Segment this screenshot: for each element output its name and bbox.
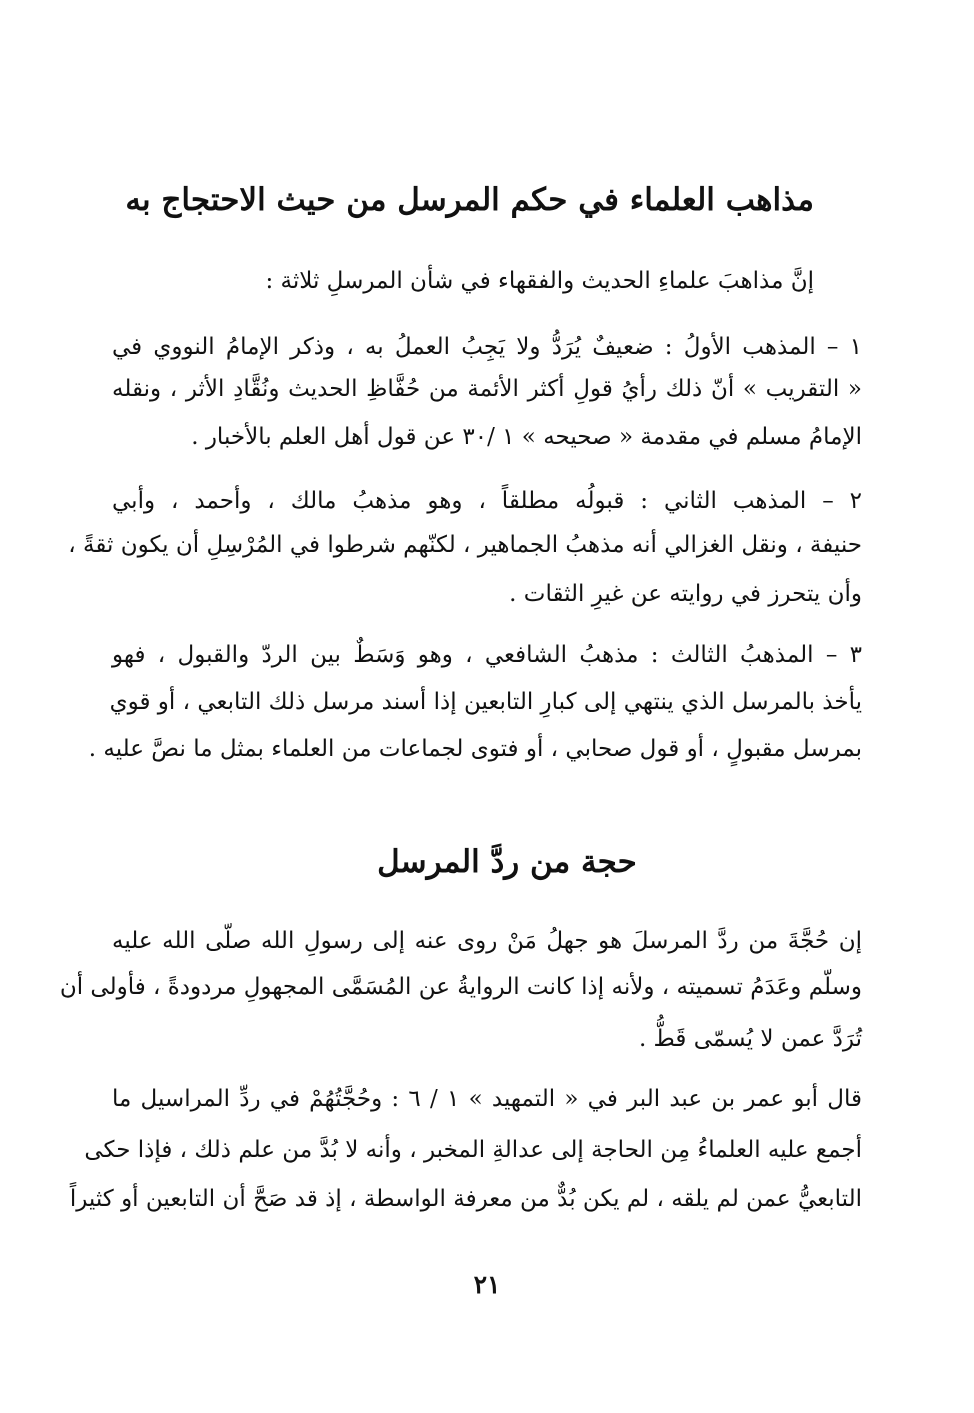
paragraph-madhhab-3-line-2: يأخذ بالمرسل الذي ينتهي إلى كبارِ التابعين إذا أسند مرسل ذلك التابعي ، أو قوي [109, 689, 862, 715]
paragraph-madhhab-1-line-1: ١ – المذهب الأولُ : ضعيفٌ يُرَدُّ ولا يَجِبُ العملُ به ، وذكر الإمامُ النووي في [112, 334, 862, 360]
paragraph-hujja-2-line-3: التابعيُّ عمن لم يلقه ، لم يكن بُدٌّ من معرفة الواسطة ، إذ قد صَحَّ أن التابعين أو كثيراً [69, 1186, 862, 1212]
paragraph-madhhab-2-line-2: حنيفة ، ونقل الغزالي أنه مذهبُ الجماهير ، لكنّهم شرطوا في المُرْسِلِ أن يكون ثقةً ، [68, 532, 862, 558]
paragraph-hujja-1-line-2: وسلّم وعَدَمُ تسميته ، ولأنه إذا كانت الروايةُ عن المُسَمَّى المجهولِ مردودةً ، فأولى أن [59, 974, 862, 1000]
paragraph-madhhab-2-line-3: وأن يتحرز في روايته عن غيرِ الثقات . [509, 581, 862, 607]
section-heading-hujja: حجة من ردَّ المرسل [377, 844, 637, 880]
paragraph-hujja-2-line-1: قال أبو عمر بن عبد البر في « التمهيد » ١ / ٦ : وحُجَّتُهُمْ في ردِّ المراسيل ما [112, 1086, 862, 1112]
intro-line: إنَّ مذاهبَ علماءِ الحديث والفقهاء في شأن المرسلِ ثلاثة : [265, 268, 814, 294]
paragraph-hujja-2-line-2: أجمع عليه العلماءُ مِن الحاجة إلى عدالةِ المخبر ، وأنه لا بُدَّ من علم ذلك ، فإذا حكى [84, 1137, 862, 1163]
paragraph-hujja-1-line-3: تُرَدَّ عمن لا يُسمّى قَطُّ . [638, 1026, 862, 1052]
paragraph-madhhab-3-line-3: بمرسل مقبولٍ ، أو قول صحابي ، أو فتوى لجماعات من العلماء بمثل ما نصَّ عليه . [88, 736, 862, 762]
paragraph-madhhab-1-line-3: الإمامُ مسلم في مقدمة « صحيحه » ١ /٣٠ عن قول أهل العلم بالأخبار . [191, 424, 862, 450]
paragraph-madhhab-2-line-1: ٢ – المذهب الثاني : قبولُه مطلقاً ، وهو مذهبُ مالك ، وأحمد ، وأبي [112, 488, 862, 514]
page-number: ٢١ [473, 1270, 501, 1299]
section-heading-madhahib: مذاهب العلماء في حكم المرسل من حيث الاحتجاج به [125, 182, 814, 218]
paragraph-madhhab-3-line-1: ٣ – المذهبُ الثالث : مذهبُ الشافعي ، وهو وَسَطٌ بين الردّ والقبول ، فهو [112, 642, 862, 668]
paragraph-madhhab-1-line-2: « التقريب » أنّ ذلك رأيُ قولِ أكثر الأئمة من حُفَّاظِ الحديث ونُقَّادِ الأثر ، ونقله [112, 376, 862, 402]
paragraph-hujja-1-line-1: إن حُجَّةَ من ردَّ المرسلَ هو جهلُ مَنْ روى عنه إلى رسولِ الله صلّى الله عليه [112, 928, 862, 954]
